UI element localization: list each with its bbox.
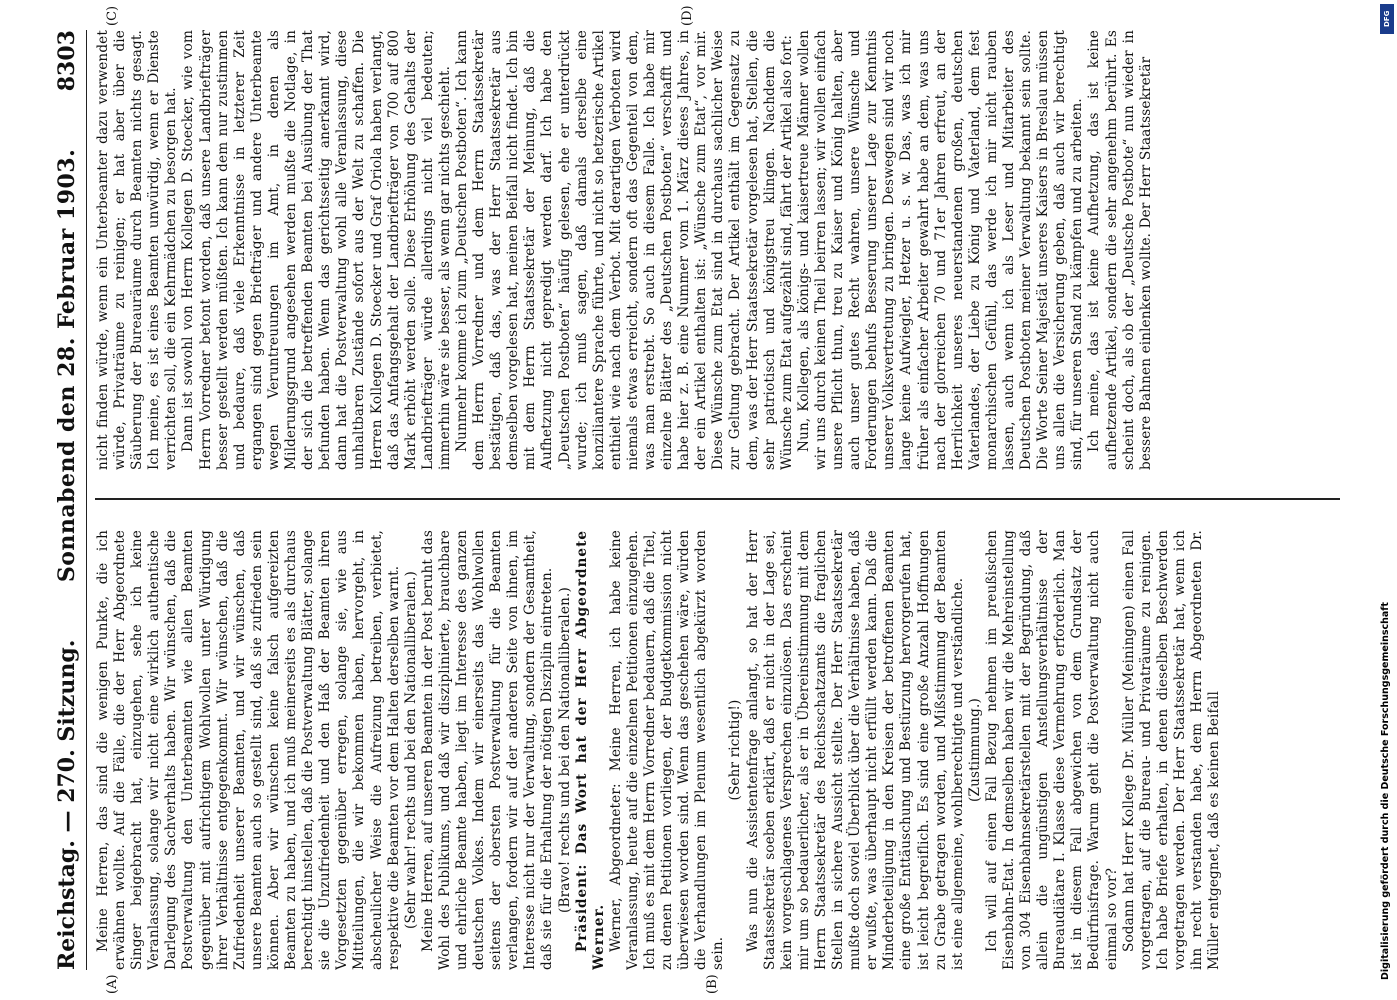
interjection: (Zustimmung.) bbox=[966, 698, 983, 802]
margin-marker-a: (A) bbox=[105, 974, 120, 994]
digitization-note-text: Digitalisierung gefördert durch die Deutsche Forschungsgemeinschaft bbox=[1380, 602, 1391, 980]
paragraph: Werner, Abgeordneter: Meine Herren, ich habe keine Veranlassung, heute auf die einzelnen Petitionen einzugehen. Ich muß es mit dem Herrn Vorredner bedauern, daß die Titel, zu denen Petitionen vorliegen, der Budgetkommission nicht überwiesen worden sind. Wenn das geschehen wäre, würden die Verhandlungen im Plenum wesentlich abgekürzt worden sein. bbox=[607, 530, 727, 970]
paragraph: Meine Herren, das sind die wenigen Punkte, die ich erwähnen wollte. Auf die Fälle, die der Herr Abgeordnete Singer beigebracht hat, einzugehen, sehe ich keine Veranlassung, solange wir nicht eine wirklich authentische Darlegung des Sachverhalts haben. Wir wünschen, daß die Postverwaltung den Unterbeamten wie allen Beamten gegenüber mit aufrichtigem Wohlwollen unter Würdigung ihrer Verhältnisse entgegenkommt. Wir wünschen, daß die Zufriedenheit unserer Beamten, und wir wünschen, daß unsere Beamten auch so gestellt sind, daß sie zufrieden sein können. Aber wir wünschen keine falsch aufgereizten Beamten zu haben, und ich muß meinerseits es als durchaus berechtigt hinstellen, daß die Postverwaltung Blätter, solange sie die Unzufriedenheit und den Haß der Beamten ihren Vorgesetzten gegenüber erregen, solange sie, wie aus Mitteilungen, die wir bekommen haben, hervorgeht, in abscheulicher Weise die Aufreizung betreiben, verbietet, respektive die Beamten vor dem Halten derselben warnt. bbox=[95, 530, 402, 970]
right-column bbox=[95, 30, 1340, 470]
margin-marker-b: (B) bbox=[705, 974, 720, 994]
page-header bbox=[40, 30, 87, 970]
paragraph: Nunmehr komme ich zum „Deutschen Postboten“. Ich kann dem Herrn Vorredner und dem Herrn Staatssekretär bestätigen, daß das, was der Herr Staatssekretär aus demselben vorgelesen hat, meinen Beifall nicht findet. Ich bin mit dem Herrn Staatssekretär der Meinung, daß die Aufhetzung nicht gepredigt werden darf. Ich habe den „Deutschen Postboten“ häufig gelesen, ehe er unterdrückt wurde; ich muß sagen, daß damals derselbe eine konziliantere Sprache führte, und nicht so hetzerische Artikel enthielt wie nach dem Verbot. Mit derartigen Verboten wird niemals etwas erreicht, sondern oft das Gegenteil von dem, was man erstrebt. So auch in diesem Falle. Ich habe mir einzelne Blätter des „Deutschen Postboten“ verschafft und habe hier z. B. eine Nummer vom 1. März dieses Jahres, in der ein Artikel enthalten ist: „Wünsche zum Etat“, vor mir. Diese Wünsche zum Etat sind in durchaus sachlicher Weise zur Geltung gebracht. Der Artikel enthält im Gegensatz zu dem, was der Herr Staatssekretär vorgelesen hat, Stellen, die sehr patriotisch und königstreu klingen. Nachdem die Wünsche zum Etat aufgezählt sind, fährt der Artikel also fort: bbox=[453, 30, 795, 470]
paragraph: Sodann hat Herr Kollege Dr. Müller (Meiningen) einen Fall vorgetragen, auf die Bureau- und Privaträume zu reinigen. Ich habe Briefe erhalten, in denen dieselben Beschwerden vorgetragen werden. Der Herr Staatssekretär hat, wenn ich ihn recht verstanden habe, dem Herrn Abgeordneten Dr. Müller entgegnet, daß es keinen Beifall bbox=[1120, 530, 1223, 970]
interjection: (Bravo! rechts und bei den Nationalliberalen.) bbox=[556, 587, 573, 913]
page-number: 8303 bbox=[54, 30, 80, 92]
paragraph: Meine Herren, auf unseren Beamten in der Post beruht das Wohl des Publikums, und daß wir disziplinierte, brauchbare und ehrliche Beamte haben, liegt im Interesse des ganzen deutschen Volkes. Indem wir einerseits das Wohlwollen seitens der obersten Postverwaltung für die Beamten verlangen, fordern wir auf der anderen Seite von ihnen, im Interesse nicht nur der Verwaltung, sondern der Gesamtheit, daß sie für die Erhaltung der nötigen Disziplin eintreten. bbox=[419, 530, 556, 970]
paragraph: Was nun die Assistentenfrage anlangt, so hat der Herr Staatssekretär soeben erklärt, daß er nicht in der Lage sei, kein vorgeschlagenes Versprechen einzulösen. Das erscheint mir um so bedauerlicher, als er in Übereinstimmung mit dem Herrn Staatssekretär des Reichsschatzamts die fraglichen Stellen in sichere Aussicht stellte. Der Herr Staatssekretär mußte doch soviel Überblick über die Verhältnisse haben, daß er wußte, was überhaupt nicht erfüllt werden kann. Daß die Minderbeteiligung in den Kreisen der betroffenen Beamten eine große Enttäuschung und Bestürzung hervorgerufen hat, ist leicht begreiflich. Es sind eine große Anzahl Hoffnungen zu Grabe getragen worden, und Mißstimmung der Beamten ist eine allgemeine, wohlberechtigte und verständliche. bbox=[744, 530, 966, 970]
paragraph: Ich will auf einen Fall Bezug nehmen im preußischen Eisenbahn-Etat. In demselben haben wir die Mehreinstellung von 304 Eisenbahnsekretärstellen mit der Begründung, daß allein die ungünstigen Anstellungsverhältnisse der Bureaudiätare I. Klasse diese Vermehrung erforderlich. Man ist in diesem Fall abgewichen von dem Grundsatz der Bedürfnisfrage. Warum geht die Postverwaltung nicht auch einmal so vor? bbox=[983, 530, 1120, 970]
quoted-passage: Nun, Kollegen, als königs- und kaisertreue Männer wollen wir uns durch keinen Theil beirren lassen; wir wollen einfach unsere Pflicht thun, treu zu Kaiser und König halten, aber auch unser gutes Recht wahren, unsere Wünsche und Forderungen behufs Besserung unserer Lage zur Kenntnis unserer Volksvertretung zu bringen. Deswegen sind wir noch lange keine Aufwiegler, Hetzer u. s. w. Das, was ich mir früher als einfacher Arbeiter gewahrt habe an dem, was uns nach der glorreichen 70 und 71er Jahren erfreut, an der Herrlichkeit unseres neuerstandenen großen, deutschen Vaterlandes, der Liebe zu König und Vaterland, dem fest monarchischen Gefühl, das werde ich mir nicht rauben lassen, auch wenn ich als Leser und Mitarbeiter des Deutschen Postboten meiner Verwaltung bekannt sein sollte. Die Worte Seiner Majestät unseres Kaisers in Breslau müssen uns allen die Versicherung geben, daß auch wir berechtigt sind, für unseren Stand zu kämpfen und zu arbeiten. bbox=[795, 30, 1086, 470]
header-date: Sonnabend den 28. Februar 1903. bbox=[54, 148, 80, 583]
margin-marker-c: (C) bbox=[105, 5, 120, 26]
dfg-logo: DFG bbox=[1380, 4, 1394, 34]
interjection: (Sehr richtig!) bbox=[727, 699, 744, 801]
margin-marker-d: (D) bbox=[680, 5, 695, 26]
column-divider bbox=[95, 499, 1340, 501]
paragraph: Ich meine, das ist keine Aufhetzung, das ist keine aufhetzende Artikel, sondern die sehr angenehm berührt. Es scheint doch, als ob der „Deutsche Postbote“ nun wieder in bessere Bahnen einlenken wollte. Der Herr Staatssekretär bbox=[1086, 30, 1154, 470]
speaker-announcement: Präsident: Das Wort hat der Herr Abgeordnete Werner. bbox=[573, 530, 607, 970]
digitization-note bbox=[1380, 20, 1396, 980]
paragraph: nicht finden würde, wenn ein Unterbeamter dazu verwendet würde, Privaträume zu reinigen; er hat aber über die Säuberung der Bureauräume durch Beamten nichts gesagt. Ich meine, es ist eines Beamten unwürdig, wenn er Dienste verrichten soll, die ein Kehrmädchen zu besorgen hat. bbox=[95, 30, 180, 470]
paragraph: Dann ist sowohl von Herrn Kollegen D. Stoecker, wie vom Herrn Vorredner betont worden, daß unsere Landbriefträger besser gestellt werden müßten. Ich kann dem nur zustimmen und bedaure, daß viele Erkenntnisse in letzterer Zeit ergangen sind gegen Briefträger und andere Unterbeamte wegen Veruntreuungen im Amt, in denen als Milderungsgrund angesehen werden mußte die Notlage, in der sich die betreffenden Beamten bei Ausübung der That befunden haben. Wenn das gerichtsseitig anerkannt wird, dann hat die Postverwaltung wohl alle Veranlassung, diese unhaltbaren Zustände sofort aus der Welt zu schaffen. Die Herren Kollegen D. Stoecker und Graf Oriola haben verlangt, daß das Anfangsgehalt der Landbriefträger von 700 auf 800 Mark erhöht werden solle. Diese Erhöhung des Gehalts der Landbriefträger würde allerdings nicht viel bedeuten; immerhin wäre sie besser, als wenn gar nichts geschieht. bbox=[180, 30, 453, 470]
header-session: Reichstag. — 270. Sitzung. bbox=[54, 639, 80, 970]
interjection: (Sehr wahr! rechts und bei den Nationalliberalen.) bbox=[402, 571, 419, 929]
left-column bbox=[95, 530, 1340, 970]
